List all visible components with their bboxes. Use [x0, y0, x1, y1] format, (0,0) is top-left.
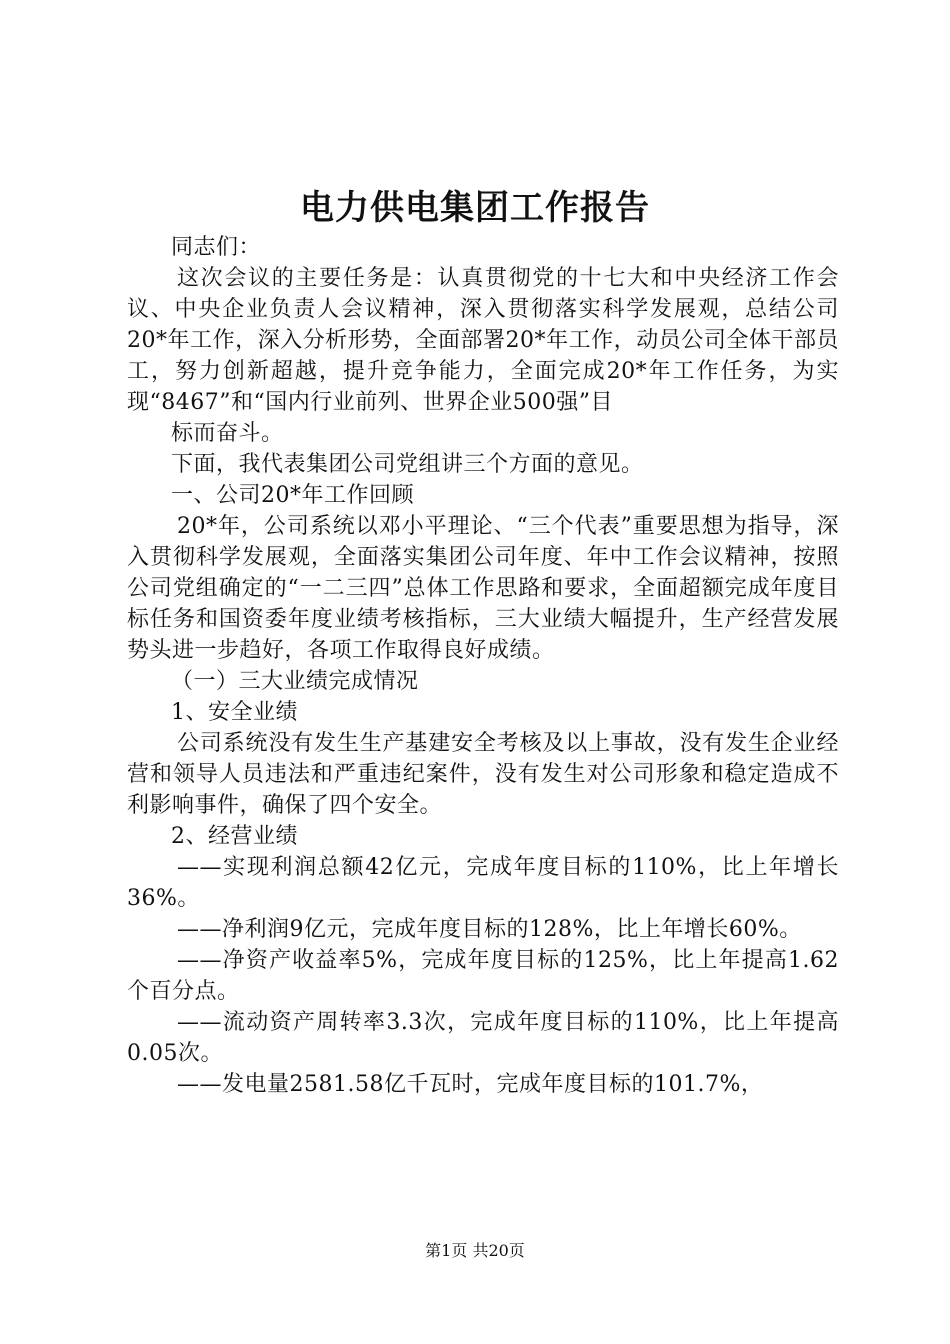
section-heading: 一、公司20*年工作回顾	[171, 483, 414, 508]
paragraph: 20*年，公司系统以邓小平理论、“三个代表”重要思想为指导，深入贯彻科学发展观，全面落实集团公司年度、年中工作会议精神，按照公司党组确定的“一二三四”总体工作思路和要求，全面超额完成年度目标任务和国资委年度业绩考核指标，三大业绩大幅提升，生产经营发展势头进一步趋好，各项工作取得良好成绩。	[127, 514, 839, 663]
list-item: ——净资产收益率5%，完成年度目标的125%，比上年提高1.62个百分点。	[127, 948, 839, 1004]
item-heading: 2、经营业绩	[171, 824, 298, 849]
subsection-heading: （一）三大业绩完成情况	[171, 669, 419, 694]
paragraph: 同志们：	[171, 235, 262, 260]
list-item: ——发电量2581.58亿千瓦时，完成年度目标的101.7%，	[177, 1072, 764, 1097]
document-body	[127, 232, 839, 1100]
page-footer: 第1页 共20页	[425, 1241, 525, 1260]
list-item: ——实现利润总额42亿元，完成年度目标的110%，比上年增长36%。	[127, 855, 839, 911]
list-item: ——流动资产周转率3.3次，完成年度目标的110%，比上年提高0.05次。	[127, 1010, 839, 1066]
paragraph: 标而奋斗。	[171, 421, 284, 446]
item-heading: 1、安全业绩	[171, 700, 298, 725]
list-item: ——净利润9亿元，完成年度目标的128%，比上年增长60%。	[177, 917, 802, 942]
paragraph: 公司系统没有发生生产基建安全考核及以上事故，没有发生企业经营和领导人员违法和严重违纪案件，没有发生对公司形象和稳定造成不利影响事件，确保了四个安全。	[127, 731, 839, 818]
paragraph: 这次会议的主要任务是：认真贯彻党的十七大和中央经济工作会议、中央企业负责人会议精神，深入贯彻落实科学发展观，总结公司20*年工作，深入分析形势，全面部署20*年工作，动员公司全体干部员工，努力创新超越，提升竞争能力，全面完成20*年工作任务，为实现“8467”和“国内行业前列、世界企业500强”目	[127, 266, 839, 415]
paragraph: 下面，我代表集团公司党组讲三个方面的意见。	[171, 452, 644, 477]
page-title: 电力供电集团工作报告	[300, 188, 650, 228]
